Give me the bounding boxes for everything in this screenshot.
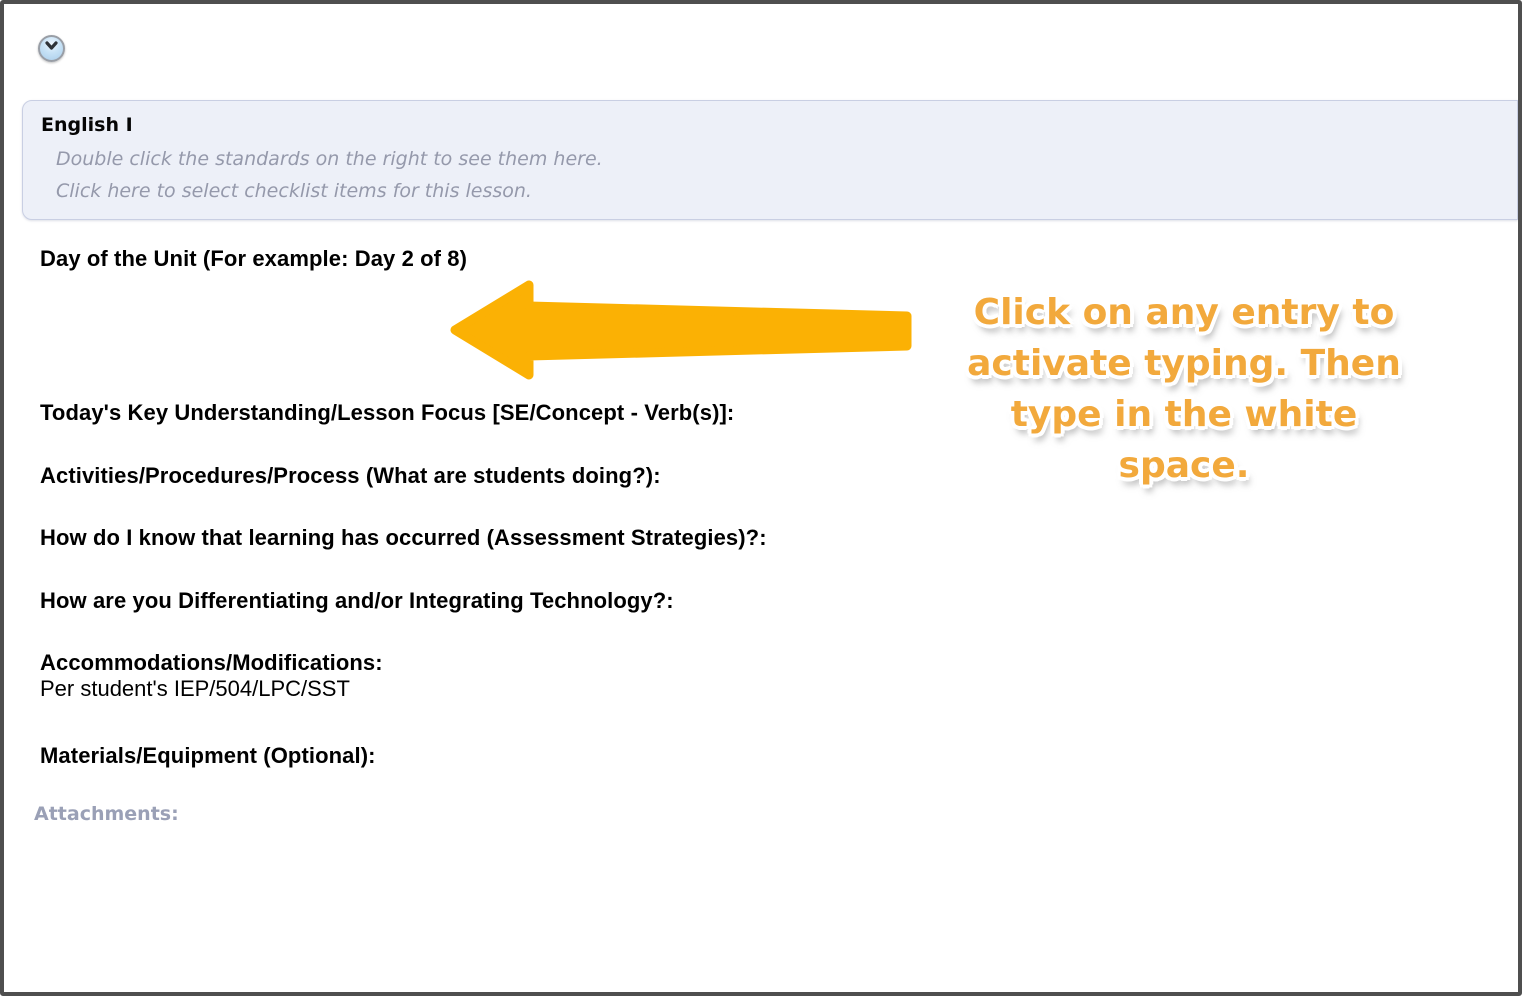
annotation-line: Click on any entry to <box>973 292 1395 333</box>
checklist-hint-link[interactable]: Click here to select checklist items for this lesson. <box>56 180 532 202</box>
course-title: English I <box>41 114 133 136</box>
field-label: Accommodations/Modifications: <box>40 650 383 675</box>
annotation-line: type in the white <box>1010 394 1358 435</box>
annotation-line: activate typing. Then <box>967 343 1401 384</box>
course-header-panel <box>22 100 1518 220</box>
chevron-down-icon <box>43 42 60 55</box>
field-day-of-unit[interactable] <box>40 246 1478 272</box>
instruction-annotation <box>945 287 1423 491</box>
field-activities[interactable] <box>40 463 1478 489</box>
standards-hint-link[interactable]: Double click the standards on the right to see them here. <box>56 148 603 170</box>
field-assessment[interactable] <box>40 525 1478 551</box>
field-label: How are you Differentiating and/or Integrating Technology?: <box>40 588 674 613</box>
left-arrow-annotation-icon <box>445 276 917 386</box>
field-materials[interactable] <box>40 743 1478 769</box>
field-label: Day of the Unit (For example: Day 2 of 8) <box>40 246 468 271</box>
field-key-understanding[interactable] <box>40 400 1478 426</box>
field-label: Today's Key Understanding/Lesson Focus [SE/Concept - Verb(s)]: <box>40 400 735 425</box>
field-differentiation[interactable] <box>40 588 1478 614</box>
attachments-label: Attachments: <box>34 803 179 825</box>
field-label: How do I know that learning has occurred (Assessment Strategies)?: <box>40 525 767 550</box>
annotation-line: space. <box>1118 445 1250 486</box>
collapse-section-button[interactable] <box>38 35 65 62</box>
field-label: Materials/Equipment (Optional): <box>40 743 376 768</box>
field-label: Activities/Procedures/Process (What are students doing?): <box>40 463 661 488</box>
field-value: Per student's IEP/504/LPC/SST <box>40 676 350 701</box>
field-accommodations[interactable] <box>40 650 1478 702</box>
